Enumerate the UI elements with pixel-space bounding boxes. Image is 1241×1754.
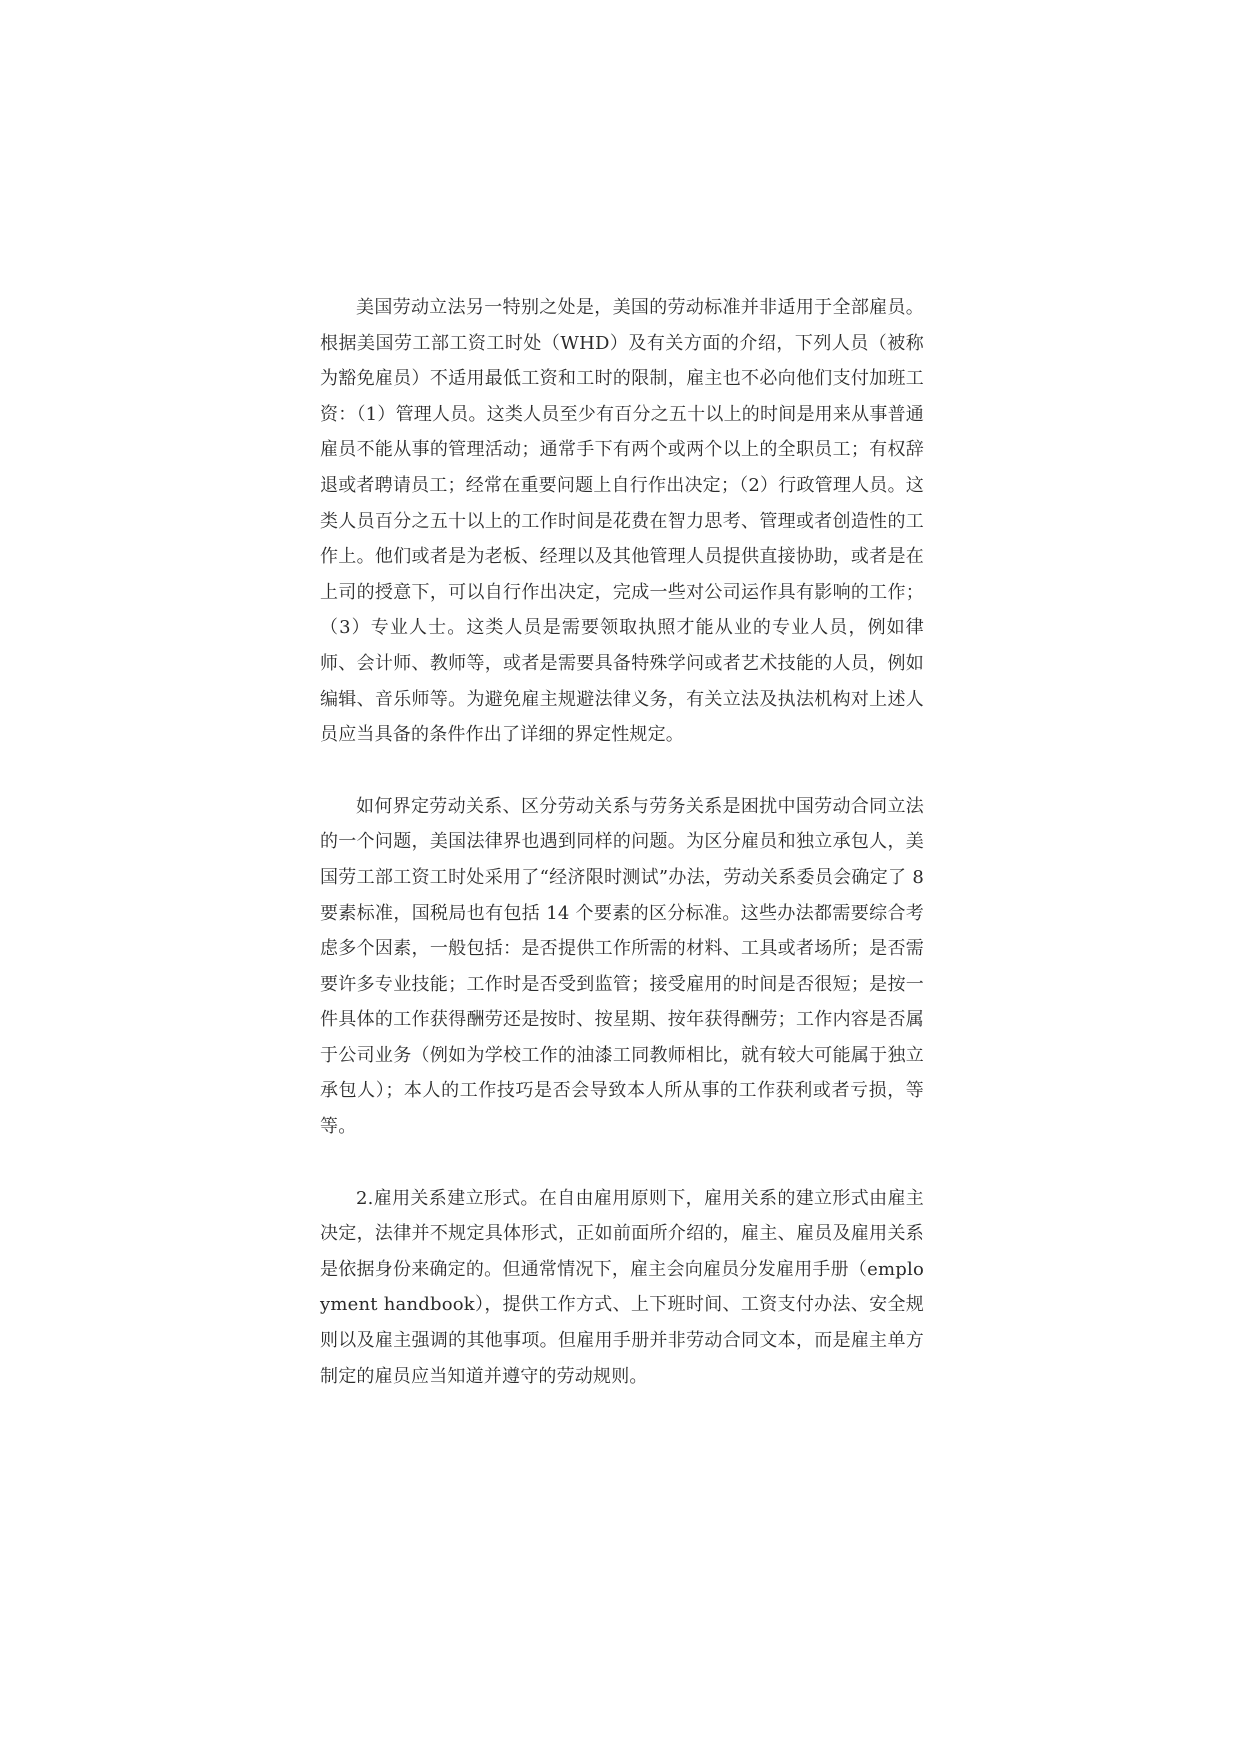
paragraph-labor-relations: 如何界定劳动关系、区分劳动关系与劳务关系是困扰中国劳动合同立法的一个问题，美国法律界也遇到同样的问题。为区分雇员和独立承包人，美国劳工部工资工时处采用了“经济限时测试”办法，劳动关系委员会确定了 8 要素标准，国税局也有包括 14 个要素的区分标准。这些办法都需要综合考虑多个因素，一般包括：是否提供工作所需的材料、工具或者场所；是否需要许多专业技能；工作时是否受到监管；接受雇用的时间是否很短；是按一件具体的工作获得酬劳还是按时、按星期、按年获得酬劳；工作内容是否属于公司业务（例如为学校工作的油漆工同教师相比，就有较大可能属于独立承包人）；本人的工作技巧是否会导致本人所从事的工作获利或者亏损，等等。	[320, 795, 924, 1138]
paragraph-exempt-employees: 美国劳动立法另一特别之处是，美国的劳动标准并非适用于全部雇员。根据美国劳工部工资工时处（WHD）及有关方面的介绍，下列人员（被称为豁免雇员）不适用最低工资和工时的限制，雇主也不必向他们支付加班工资：（1）管理人员。这类人员至少有百分之五十以上的时间是用来从事普通雇员不能从事的管理活动；通常手下有两个或两个以上的全职员工；有权辞退或者聘请员工；经常在重要问题上自行作出决定；（2）行政管理人员。这类人员百分之五十以上的工作时间是花费在智力思考、管理或者创造性的工作上。他们或者是为老板、经理以及其他管理人员提供直接协助，或者是在上司的授意下，可以自行作出决定，完成一些对公司运作具有影响的工作；（3）专业人士。这类人员是需要领取执照才能从业的专业人员，例如律师、会计师、教师等，或者是需要具备特殊学问或者艺术技能的人员，例如编辑、音乐师等。为避免雇主规避法律义务，有关立法及执法机构对上述人员应当具备的条件作出了详细的界定性规定。	[320, 297, 924, 746]
body-text	[320, 290, 924, 1430]
paragraph-employment-form: 2.雇用关系建立形式。在自由雇用原则下，雇用关系的建立形式由雇主决定，法律并不规定具体形式，正如前面所介绍的，雇主、雇员及雇用关系是依据身份来确定的。但通常情况下，雇主会向雇员分发雇用手册（employment handbook），提供工作方式、上下班时间、工资支付办法、安全规则以及雇主强调的其他事项。但雇用手册并非劳动合同文本，而是雇主单方制定的雇员应当知道并遵守的劳动规则。	[320, 1187, 924, 1387]
